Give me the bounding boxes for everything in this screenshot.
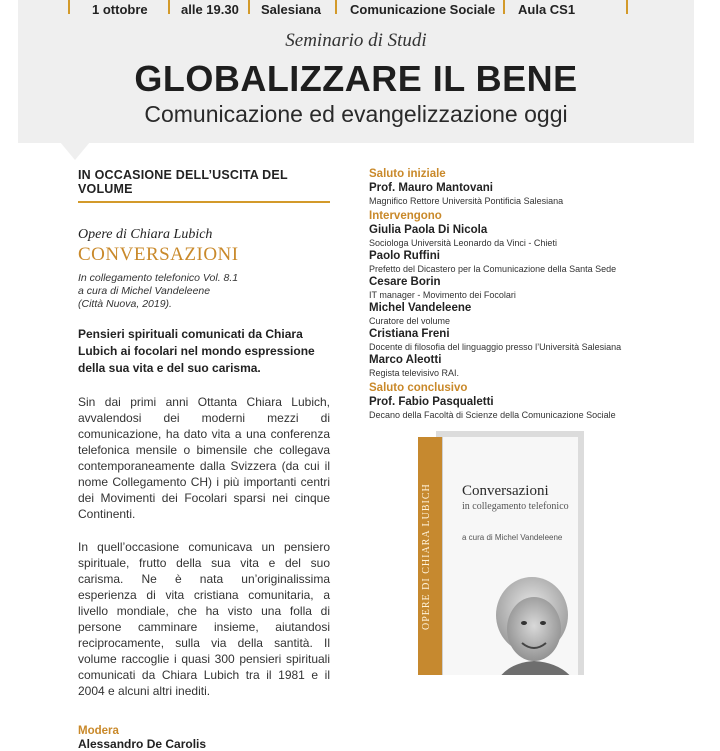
header-band: [18, 0, 694, 143]
book-description-column: [78, 160, 330, 751]
speaker-name: Marco Aleotti: [369, 354, 442, 366]
event-room: Aula CS1: [518, 2, 576, 17]
moderator-label: Modera: [78, 725, 119, 737]
separator: [68, 0, 70, 14]
book-series: Opere di Chiara Lubich: [78, 227, 213, 242]
speaker-item: [369, 275, 669, 301]
book-lead: Pensieri spirituali comunicati da Chiara Lubich ai focolari nel mondo espressione della sua vita e del suo carisma.: [78, 327, 315, 375]
speaker-name: Cesare Borin: [369, 276, 441, 288]
page-title: GLOBALIZZARE IL BENE: [134, 58, 578, 99]
seminar-kicker: Seminario di Studi: [285, 30, 427, 51]
biblio-line: (Città Nuova, 2019).: [78, 298, 172, 310]
program-column: [369, 167, 669, 421]
event-info-row: [18, 0, 694, 20]
book-cover-image: [418, 437, 578, 675]
speaker-item: [369, 353, 669, 379]
biblio-line: a cura di Michel Vandeleene: [78, 285, 211, 297]
moderator-name: Alessandro De Carolis: [78, 737, 207, 751]
speaker-item: [369, 249, 669, 275]
book-paragraph: Sin dai primi anni Ottanta Chiara Lubich, avvalendosi dei moderni mezzi di comunicazione, ha dato vita a una conferenza telefonica mensile o bimensile che collegava contemporaneamente dalla Svizzera (da cui il nome Collegamento CH) i più importanti centri dei Movimenti dei Focolari sparsi nei cinque Continenti.: [78, 395, 330, 521]
speaker-item: [369, 301, 669, 327]
speaker-name: Cristiana Freni: [369, 328, 450, 340]
speaker-role: Curatore del volume: [369, 316, 451, 326]
speaker-name: Michel Vandeleene: [369, 302, 472, 314]
speaker-item: [369, 223, 669, 249]
greeting-role: Magnifico Rettore Università Pontificia Salesiana: [369, 196, 564, 206]
cover-title: Conversazioni: [462, 483, 549, 499]
cover-subtitle: in collegamento telefonico: [462, 501, 569, 512]
speaker-name: Paolo Ruffini: [369, 250, 440, 262]
event-faculty: Comunicazione Sociale: [350, 2, 496, 17]
book-paragraph: In quell’occasione comunicava un pensiero spirituale, frutto della sua vita e del suo carisma. Ne è nata un’originalissima esperienza di vita cristiana comunitaria, a livello mondiale, che ha visto una folla di persone camminare insieme, aiutandosi reciprocamente, sulla via della santità. Il volume raccoglie i quasi 300 pensieri spirituali comunicati da Chiara Lubich tra il 1981 e il 2004 e alcuni altri inediti.: [78, 540, 330, 698]
cover-editor: a cura di Michel Vandeleene: [462, 533, 563, 542]
greeting-name: Prof. Mauro Mantovani: [369, 182, 493, 194]
event-venue: Salesiana: [261, 2, 321, 17]
book-title: CONVERSAZIONI: [78, 244, 239, 265]
speakers-label: Intervengono: [369, 210, 442, 222]
speaker-role: Docente di filosofia del linguaggio presso l’Università Salesiana: [369, 342, 622, 352]
header-notch: [60, 142, 90, 160]
closing-label: Saluto conclusivo: [369, 382, 468, 394]
book-front-cover: [442, 437, 578, 675]
biblio-line: In collegamento telefonico Vol. 8.1: [78, 272, 239, 284]
event-date: 1 ottobre: [92, 2, 148, 17]
speaker-role: Regista televisivo RAI.: [369, 368, 460, 378]
greeting-label: Saluto iniziale: [369, 168, 446, 180]
separator: [335, 0, 337, 14]
separator: [248, 0, 250, 14]
author-portrait: [474, 567, 578, 675]
speaker-item: [369, 327, 669, 353]
separator: [626, 0, 628, 14]
book-spine: [418, 437, 442, 675]
occasion-heading: IN OCCASIONE DELL’USCITA DEL VOLUME: [78, 160, 330, 203]
speaker-role: Sociologa Università Leonardo da Vinci - Chieti: [369, 238, 557, 248]
page-subtitle: Comunicazione ed evangelizzazione oggi: [144, 101, 568, 127]
separator: [503, 0, 505, 14]
speaker-name: Giulia Paola Di Nicola: [369, 224, 488, 236]
speaker-role: Prefetto del Dicastero per la Comunicazione della Santa Sede: [369, 264, 617, 274]
event-time: alle 19.30: [181, 2, 239, 17]
book-bibliography: [78, 272, 330, 311]
separator: [168, 0, 170, 14]
spine-text: OPERE DI CHIARA LUBICH: [421, 483, 432, 631]
closing-name: Prof. Fabio Pasqualetti: [369, 396, 494, 408]
speaker-role: IT manager - Movimento dei Focolari: [369, 290, 516, 300]
closing-role: Decano della Facoltà di Scienze della Comunicazione Sociale: [369, 410, 616, 420]
